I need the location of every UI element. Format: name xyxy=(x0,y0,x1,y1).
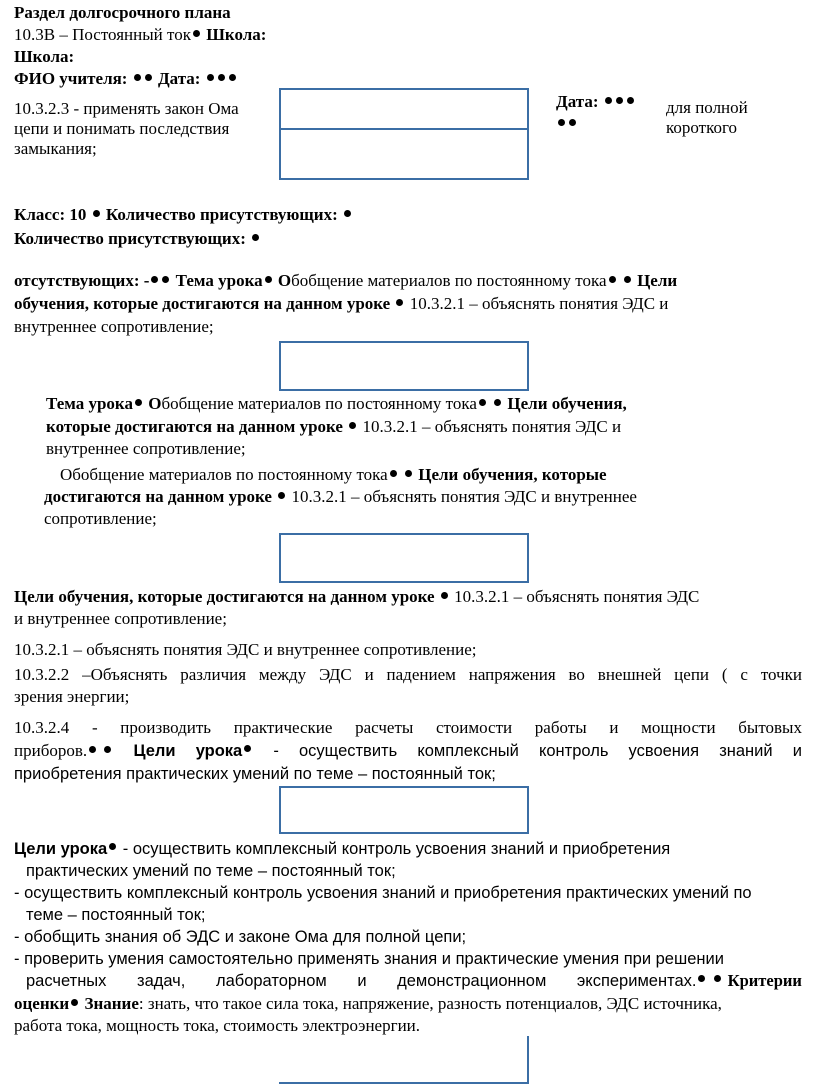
bullet-icon xyxy=(93,210,100,217)
bullet-icon xyxy=(698,975,705,982)
word: во xyxy=(568,665,585,684)
goals-line xyxy=(14,586,699,608)
aims-item: - проверить умения самостоятельно применять знания и практические умения при решении xyxy=(14,950,724,968)
present-label: Количество присутствующих: xyxy=(105,205,338,224)
bullet-icon xyxy=(89,746,96,753)
word: - xyxy=(273,742,279,760)
word: между xyxy=(258,665,307,684)
bullet-icon xyxy=(135,399,142,406)
topic-line xyxy=(60,464,607,486)
word: осуществить xyxy=(299,742,398,760)
goal-cont: внутреннее сопротивление; xyxy=(14,317,214,336)
bullet-icon xyxy=(134,74,141,81)
bullet-icon xyxy=(207,74,214,81)
word: точки xyxy=(760,665,802,684)
goal-text: 10.3.2.1 – объяснять понятия ЭДС и xyxy=(409,294,669,313)
topic-label: Тема урока xyxy=(175,271,263,290)
goals-label: обучения, которые достигаются на данном уроке xyxy=(14,294,391,313)
right-text: для полной xyxy=(666,98,748,117)
aims-cont: приобретения практических умений по теме – постоянный ток; xyxy=(14,765,496,783)
bullet-icon xyxy=(244,745,251,752)
knowledge-label: Знание xyxy=(84,994,139,1013)
goals-line xyxy=(14,293,668,315)
word: с xyxy=(740,665,748,684)
word: 10.3.2.4 xyxy=(14,718,70,737)
absent-label: отсутствующих: - xyxy=(14,271,150,290)
criteria-label: Критерии xyxy=(727,971,802,990)
objective-line: 10.3.2.3 - применять закон Ома xyxy=(14,99,239,118)
word: контроль xyxy=(538,742,609,760)
aims-item: - осуществить комплексный контроль усвоения знаний и приобретения практических умений по xyxy=(14,884,752,902)
word: и xyxy=(792,742,802,760)
school-label: Школа: xyxy=(206,25,267,44)
bullet-icon xyxy=(349,422,356,429)
aims-line xyxy=(14,838,670,860)
knowledge-text: : знать, что такое сила тока, напряжение, разность потенциалов, ЭДС источника, xyxy=(138,994,722,1013)
bullet-icon xyxy=(109,843,116,850)
word: стоимости xyxy=(436,718,513,737)
aims-label: Цели xyxy=(133,742,176,760)
word: производить xyxy=(120,718,212,737)
goals-label: Цели обучения, которые xyxy=(418,465,607,484)
word: лабораторном xyxy=(215,972,327,990)
goal-item: 10.3.2.1 – объяснять понятия ЭДС и внутреннее сопротивление; xyxy=(14,640,477,659)
word: падением xyxy=(386,665,456,684)
aims-label: Цели урока xyxy=(14,840,108,858)
bullet-icon xyxy=(252,234,259,241)
bullet-icon xyxy=(627,97,634,104)
right-date-line xyxy=(556,91,636,113)
aims-item-cont xyxy=(26,970,802,992)
word: цепи xyxy=(674,665,710,684)
class-line xyxy=(14,204,353,226)
aims-cont: практических умений по теме – постоянный ток; xyxy=(26,862,396,880)
bullet-icon xyxy=(616,97,623,104)
form-box xyxy=(279,88,529,130)
knowledge-cont: работа тока, мощность тока, стоимость электроэнергии. xyxy=(14,1016,421,1035)
form-box xyxy=(279,786,529,834)
goals-label: Цели обучения, xyxy=(507,394,627,413)
form-box-edge xyxy=(279,1082,529,1084)
topic-line xyxy=(46,393,627,415)
goal-cont: внутреннее сопротивление; xyxy=(46,439,246,458)
class-label: Класс: 10 xyxy=(14,205,87,224)
aims-text: - осуществить комплексный контроль усвоения знаний и приобретения xyxy=(122,840,671,858)
form-box xyxy=(279,128,529,180)
bullet-icon xyxy=(71,999,78,1006)
form-box xyxy=(279,533,529,583)
word: и xyxy=(357,972,367,990)
word: различия xyxy=(180,665,247,684)
present-line xyxy=(14,228,261,250)
word: бытовых xyxy=(738,718,802,737)
criteria-label: оценки xyxy=(14,994,70,1013)
word: знаний xyxy=(719,742,773,760)
aims-start xyxy=(14,740,113,762)
word: расчетных xyxy=(26,972,107,990)
word: работы xyxy=(534,718,587,737)
school-label-2: Школа: xyxy=(14,47,75,66)
objective-line: цепи и понимать последствия xyxy=(14,119,230,138)
bullet-icon xyxy=(396,299,403,306)
word: напряжения xyxy=(468,665,556,684)
goal-cont: приборов. xyxy=(14,741,88,760)
bullet-icon xyxy=(278,492,285,499)
goals-label: которые достигаются на данном уроке xyxy=(46,417,343,436)
word: ЭДС xyxy=(318,665,352,684)
word: расчеты xyxy=(355,718,414,737)
topic-text: бобщение материалов по постоянному тока xyxy=(161,394,477,413)
word: задач, xyxy=(137,972,186,990)
goals-label: достигаются на данном уроке xyxy=(44,487,272,506)
word-group xyxy=(577,970,802,992)
topic-initial: О xyxy=(277,271,292,290)
knowledge-line xyxy=(14,993,722,1015)
date-label: Дата: xyxy=(556,92,599,111)
bullet-icon xyxy=(558,119,565,126)
goal-cont: и внутреннее сопротивление; xyxy=(14,609,227,628)
goals-label: Цели обучения, которые достигаются на данном уроке xyxy=(14,587,435,606)
aims-label-wrap xyxy=(196,740,254,762)
aims-line xyxy=(14,740,802,762)
right-text: короткого xyxy=(666,118,738,137)
aims-label: урока xyxy=(195,742,243,760)
teacher-date-line xyxy=(14,68,238,90)
bullet-icon xyxy=(229,74,236,81)
word: внешней xyxy=(597,665,662,684)
word: - xyxy=(91,718,98,737)
goal-item xyxy=(14,717,802,739)
goals-label: Цели xyxy=(637,271,678,290)
word: ( xyxy=(721,665,728,684)
word: –Объяснять xyxy=(82,665,168,684)
word: демонстрационном xyxy=(397,972,547,990)
goals-line xyxy=(46,416,621,438)
topic-initial: О xyxy=(148,394,162,413)
word: мощности xyxy=(641,718,716,737)
bullet-icon xyxy=(193,30,200,37)
bullet-icon xyxy=(104,746,111,753)
objective-line: замыкания; xyxy=(14,139,97,158)
bullet-icon xyxy=(609,276,616,283)
bullet-icon xyxy=(218,74,225,81)
absent-topic-line xyxy=(14,270,677,292)
goal-cont: сопротивление; xyxy=(44,509,157,528)
word: 10.3.2.2 xyxy=(14,665,70,684)
goal-item xyxy=(14,664,802,686)
goal-cont: зрения энергии; xyxy=(14,687,130,706)
word: комплексный xyxy=(417,742,519,760)
goal-text: 10.3.2.1 – объяснять понятия ЭДС и внутреннее xyxy=(291,487,637,506)
right-dots xyxy=(556,113,578,135)
form-box xyxy=(279,341,529,391)
topic-text: 10.3В – Постоянный ток xyxy=(14,25,191,44)
topic-line xyxy=(14,24,266,46)
section-heading: Раздел долгосрочного плана xyxy=(14,3,231,22)
bullet-icon xyxy=(344,210,351,217)
bullet-icon xyxy=(624,276,631,283)
word: практические xyxy=(233,718,333,737)
aims-item: - обобщить знания об ЭДС и законе Ома для полной цепи; xyxy=(14,928,467,946)
goals-line xyxy=(44,486,637,508)
bullet-icon xyxy=(390,470,397,477)
topic-text: бобщение материалов по постоянному тока xyxy=(291,271,607,290)
word: и xyxy=(364,665,374,684)
word: и xyxy=(609,718,619,737)
goal-text: 10.3.2.1 – объяснять понятия ЭДС xyxy=(454,587,700,606)
date-label: Дата: xyxy=(157,69,201,88)
bullet-icon xyxy=(145,74,152,81)
aims-item-cont: теме – постоянный ток; xyxy=(26,906,206,924)
word: экспериментах. xyxy=(576,972,697,990)
bullet-icon xyxy=(405,470,412,477)
teacher-label: ФИО учителя: xyxy=(14,69,128,88)
goal-text: 10.3.2.1 – объяснять понятия ЭДС и xyxy=(362,417,622,436)
topic-label: Тема урока xyxy=(46,394,133,413)
bullet-icon xyxy=(441,592,448,599)
bullet-icon xyxy=(265,276,272,283)
bullet-icon xyxy=(162,276,169,283)
bullet-icon xyxy=(714,975,721,982)
bullet-icon xyxy=(494,399,501,406)
present-label: Количество присутствующих: xyxy=(14,229,246,248)
bullet-icon xyxy=(479,399,486,406)
form-box-edge xyxy=(527,1036,529,1084)
bullet-icon xyxy=(605,97,612,104)
bullet-icon xyxy=(569,119,576,126)
bullet-icon xyxy=(151,276,158,283)
word: усвоения xyxy=(628,742,700,760)
topic-text: Обобщение материалов по постоянному тока xyxy=(60,465,388,484)
